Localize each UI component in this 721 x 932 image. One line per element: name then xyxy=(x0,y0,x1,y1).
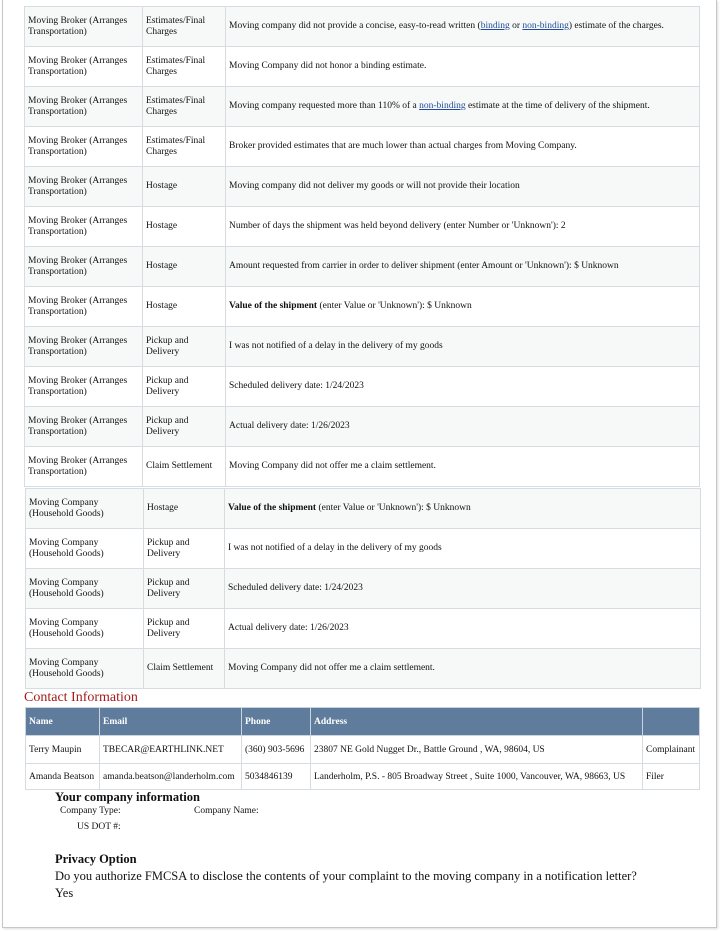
complaint-description xyxy=(225,529,701,569)
issue-row xyxy=(26,529,701,569)
role-column-header xyxy=(643,708,700,736)
description-text: Number of days the shipment was held beyond delivery (enter Number or 'Unknown'): 2 xyxy=(229,221,566,231)
description-text: Moving company requested more than 110% of a xyxy=(229,101,420,111)
privacy-option-section xyxy=(55,852,675,901)
complaint-category: Pickup and Delivery xyxy=(144,529,225,569)
contact-phone: 5034846139 xyxy=(242,764,311,790)
company-information-heading: Your company information xyxy=(55,790,200,804)
issue-row xyxy=(25,47,700,87)
complaint-type: Moving Company (Household Goods) xyxy=(26,569,144,609)
complaint-type: Moving Company (Household Goods) xyxy=(26,609,144,649)
privacy-question: Do you authorize FMCSA to disclose the contents of your complaint to the moving company in a notification letter? xyxy=(55,869,637,883)
complaint-type: Moving Broker (Arranges Transportation) xyxy=(25,127,143,167)
privacy-option-heading: Privacy Option xyxy=(55,852,137,866)
description-text: Moving Company did not honor a binding estimate. xyxy=(229,61,427,71)
issue-row xyxy=(25,127,700,167)
complaint-category: Pickup and Delivery xyxy=(143,327,226,367)
contact-name: Amanda Beatson xyxy=(26,764,100,790)
issue-row xyxy=(25,247,700,287)
complaint-type: Moving Broker (Arranges Transportation) xyxy=(25,167,143,207)
address-column-header: Address xyxy=(311,708,643,736)
issue-row xyxy=(25,447,700,487)
description-text: (enter Value or 'Unknown'): $ Unknown xyxy=(316,503,471,513)
complaint-type: Moving Broker (Arranges Transportation) xyxy=(25,87,143,127)
description-text: ) estimate of the charges. xyxy=(568,21,664,31)
complaint-category: Pickup and Delivery xyxy=(144,569,225,609)
contact-row xyxy=(26,764,700,790)
issue-row xyxy=(26,609,701,649)
contact-address: Landerholm, P.S. - 805 Broadway Street , Suite 1000, Vancouver, WA, 98663, US xyxy=(311,764,643,790)
complaint-type: Moving Broker (Arranges Transportation) xyxy=(25,287,143,327)
complaint-category: Estimates/Final Charges xyxy=(143,87,226,127)
complaint-description xyxy=(226,127,700,167)
broker-issues-table xyxy=(24,6,700,487)
company-information-section xyxy=(55,790,259,832)
description-text: estimate at the time of delivery of the shipment. xyxy=(465,101,650,111)
complaint-category: Pickup and Delivery xyxy=(144,609,225,649)
phone-column-header: Phone xyxy=(242,708,311,736)
description-emphasis: Value of the shipment xyxy=(228,503,317,513)
complaint-description xyxy=(225,649,701,689)
contact-email: TBECAR@EARTHLINK.NET xyxy=(100,736,242,764)
complaint-category: Estimates/Final Charges xyxy=(143,47,226,87)
contact-name: Terry Maupin xyxy=(26,736,100,764)
complaint-type: Moving Broker (Arranges Transportation) xyxy=(25,47,143,87)
description-text: Scheduled delivery date: 1/24/2023 xyxy=(228,583,363,593)
issue-row xyxy=(25,7,700,47)
complaint-type: Moving Broker (Arranges Transportation) xyxy=(25,327,143,367)
complaint-category: Claim Settlement xyxy=(143,447,226,487)
privacy-answer: Yes xyxy=(55,886,74,900)
complaint-description xyxy=(226,367,700,407)
description-text: Moving company did not deliver my goods or will not provide their location xyxy=(229,181,520,191)
complaint-description xyxy=(225,609,701,649)
complaint-description xyxy=(226,167,700,207)
complaint-description xyxy=(226,447,700,487)
company-name-label: Company Name: xyxy=(194,806,259,816)
description-text: Actual delivery date: 1/26/2023 xyxy=(229,421,350,431)
description-text: Scheduled delivery date: 1/24/2023 xyxy=(229,381,364,391)
complaint-category: Estimates/Final Charges xyxy=(143,127,226,167)
complaint-category: Pickup and Delivery xyxy=(143,367,226,407)
complaint-description xyxy=(226,407,700,447)
contacts-header-row xyxy=(26,708,700,736)
complaint-description xyxy=(226,47,700,87)
issue-row xyxy=(26,649,701,689)
issue-row xyxy=(25,407,700,447)
description-text: Moving Company did not offer me a claim settlement. xyxy=(229,461,436,471)
complaint-type: Moving Broker (Arranges Transportation) xyxy=(25,7,143,47)
complaint-category: Hostage xyxy=(143,207,226,247)
complaint-category: Hostage xyxy=(144,489,225,529)
non-binding-link[interactable]: non-binding xyxy=(522,21,569,31)
complaint-type: Moving Company (Household Goods) xyxy=(26,649,144,689)
issue-row xyxy=(25,367,700,407)
name-column-header: Name xyxy=(26,708,100,736)
complaint-type: Moving Broker (Arranges Transportation) xyxy=(25,407,143,447)
complaint-description xyxy=(226,327,700,367)
non-binding-link[interactable]: non-binding xyxy=(419,101,466,111)
description-text: Broker provided estimates that are much lower than actual charges from Moving Company. xyxy=(229,141,577,151)
issue-row xyxy=(25,287,700,327)
complaint-description xyxy=(225,569,701,609)
moving-company-issues-table xyxy=(25,488,701,689)
complaint-category: Hostage xyxy=(143,167,226,207)
contacts-table xyxy=(25,707,700,790)
description-emphasis: Value of the shipment xyxy=(229,301,318,311)
issue-row xyxy=(26,489,701,529)
complaint-category: Hostage xyxy=(143,247,226,287)
complaint-type: Moving Broker (Arranges Transportation) xyxy=(25,247,143,287)
contact-information-heading: Contact Information xyxy=(24,690,138,705)
complaint-description xyxy=(226,7,700,47)
complaint-description xyxy=(226,87,700,127)
description-text: I was not notified of a delay in the delivery of my goods xyxy=(228,543,442,553)
email-column-header: Email xyxy=(100,708,242,736)
description-text: Moving Company did not offer me a claim settlement. xyxy=(228,663,435,673)
complaint-type: Moving Broker (Arranges Transportation) xyxy=(25,207,143,247)
complaint-category: Pickup and Delivery xyxy=(143,407,226,447)
description-text: Amount requested from carrier in order to deliver shipment (enter Amount or 'Unknown'): $ Unknown xyxy=(229,261,619,271)
issue-row xyxy=(25,87,700,127)
complaint-description xyxy=(226,247,700,287)
contact-email: amanda.beatson@landerholm.com xyxy=(100,764,242,790)
complaint-description xyxy=(226,287,700,327)
description-text: (enter Value or 'Unknown'): $ Unknown xyxy=(317,301,472,311)
description-text: Actual delivery date: 1/26/2023 xyxy=(228,623,349,633)
description-text: I was not notified of a delay in the delivery of my goods xyxy=(229,341,443,351)
complaint-description xyxy=(226,207,700,247)
complaint-type: Moving Broker (Arranges Transportation) xyxy=(25,367,143,407)
complaint-category: Hostage xyxy=(143,287,226,327)
contact-role: Complainant xyxy=(643,736,700,764)
issue-row xyxy=(25,207,700,247)
complaint-type: Moving Company (Household Goods) xyxy=(26,529,144,569)
description-text: or xyxy=(509,21,523,31)
issue-row xyxy=(25,167,700,207)
contact-address: 23807 NE Gold Nugget Dr., Battle Ground , WA, 98604, US xyxy=(311,736,643,764)
us-dot-label: US DOT #: xyxy=(77,822,121,832)
complaint-type: Moving Broker (Arranges Transportation) xyxy=(25,447,143,487)
contact-phone: (360) 903-5696 xyxy=(242,736,311,764)
description-text: Moving company did not provide a concise, easy-to-read written ( xyxy=(229,21,481,31)
issue-row xyxy=(25,327,700,367)
complaint-type: Moving Company (Household Goods) xyxy=(26,489,144,529)
contact-row xyxy=(26,736,700,764)
binding-link[interactable]: binding xyxy=(480,21,510,31)
issue-row xyxy=(26,569,701,609)
contact-role: Filer xyxy=(643,764,700,790)
company-type-label: Company Type: xyxy=(60,806,121,816)
complaint-category: Claim Settlement xyxy=(144,649,225,689)
complaint-description xyxy=(225,489,701,529)
complaint-category: Estimates/Final Charges xyxy=(143,7,226,47)
